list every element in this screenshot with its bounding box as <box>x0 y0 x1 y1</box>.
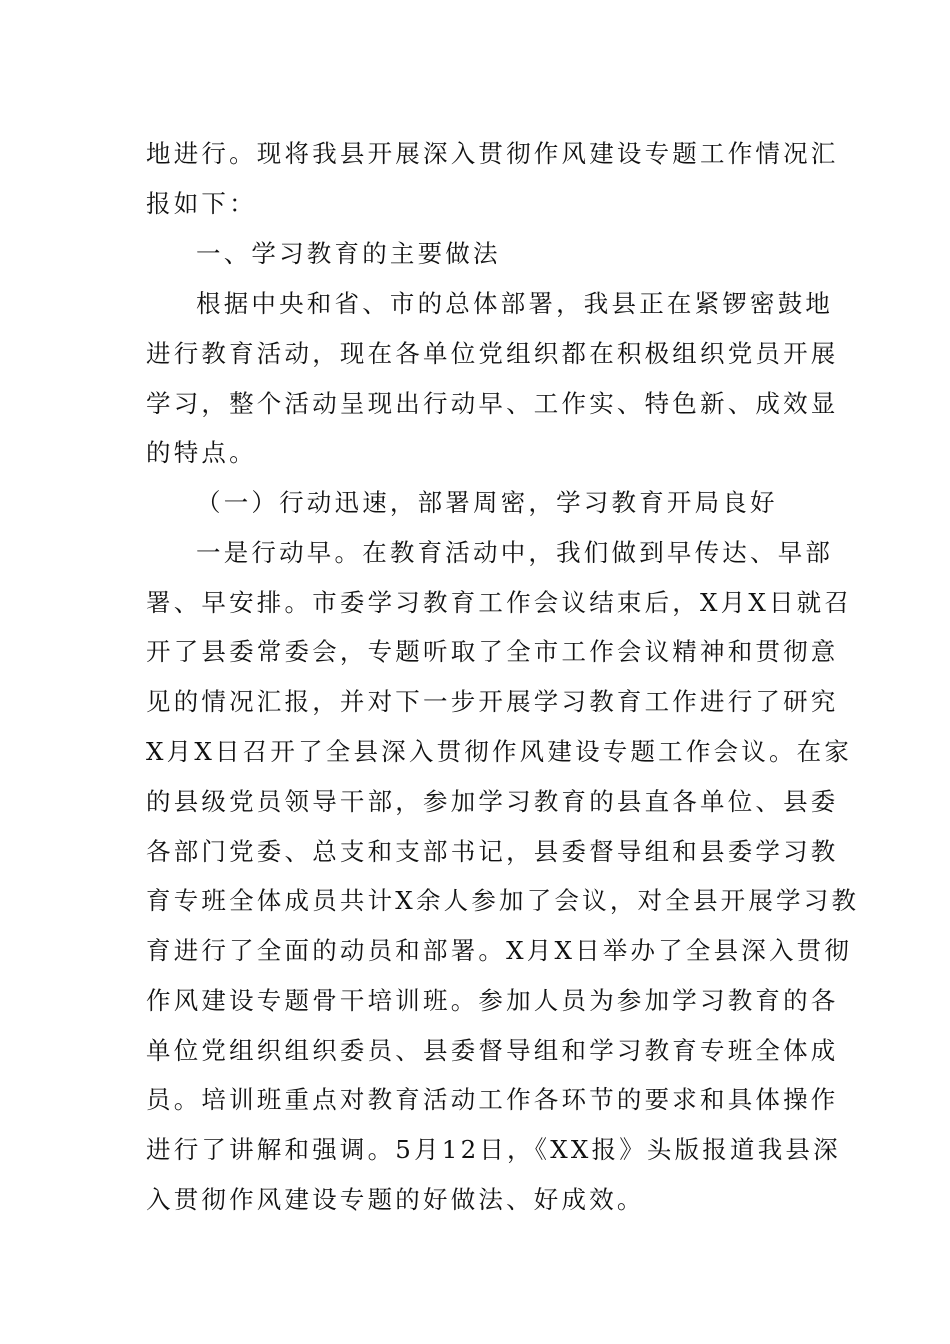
paragraph-line: 各部门党委、总支和支部书记，县委督导组和县委学习教 <box>146 837 839 866</box>
paragraph-line: 开了县委常委会，专题听取了全市工作会议精神和贯彻意 <box>146 637 839 666</box>
paragraph-line: 一是行动早。在教育活动中，我们做到早传达、早部 <box>196 538 834 567</box>
paragraph-line: 员。培训班重点对教育活动工作各环节的要求和具体操作 <box>146 1085 839 1114</box>
paragraph-line: 育专班全体成员共计X余人参加了会议，对全县开展学习教 <box>146 886 860 915</box>
paragraph-line: 进行了讲解和强调。5月12日，《XX报》头版报道我县深 <box>146 1135 841 1164</box>
paragraph-line: 进行教育活动，现在各单位党组织都在积极组织党员开展 <box>146 339 839 368</box>
paragraph-line: X月X日召开了全县深入贯彻作风建设专题工作会议。在家 <box>146 737 853 766</box>
paragraph-line: 地进行。现将我县开展深入贯彻作风建设专题工作情况汇 <box>146 139 839 168</box>
paragraph-line: 作风建设专题骨干培训班。参加人员为参加学习教育的各 <box>146 986 839 1015</box>
paragraph-line: 的县级党员领导干部，参加学习教育的县直各单位、县委 <box>146 787 839 816</box>
section-heading: 一、学习教育的主要做法 <box>196 239 501 268</box>
paragraph-line: 入贯彻作风建设专题的好做法、好成效。 <box>146 1185 645 1214</box>
paragraph-line: 根据中央和省、市的总体部署，我县正在紧锣密鼓地 <box>196 289 834 318</box>
paragraph-line: 育进行了全面的动员和部署。X月X日举办了全县深入贯彻 <box>146 936 853 965</box>
paragraph-line: 学习，整个活动呈现出行动早、工作实、特色新、成效显 <box>146 389 839 418</box>
paragraph-line: 单位党组织组织委员、县委督导组和学习教育专班全体成 <box>146 1036 839 1065</box>
subsection-heading: （一）行动迅速，部署周密，学习教育开局良好 <box>196 488 778 517</box>
paragraph-line: 署、早安排。市委学习教育工作会议结束后，X月X日就召 <box>146 588 853 617</box>
paragraph-line: 的特点。 <box>146 438 257 467</box>
paragraph-line: 见的情况汇报，并对下一步开展学习教育工作进行了研究 <box>146 687 839 716</box>
paragraph-line: 报如下： <box>146 189 257 218</box>
